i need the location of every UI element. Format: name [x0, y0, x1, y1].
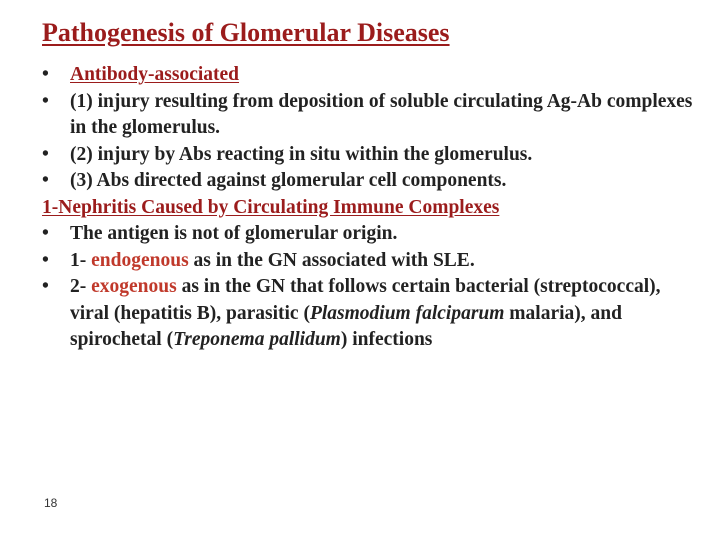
- bullet-text: as in the GN that follows certain bacterial (streptococcal), viral (hepatitis B), parasitic (: [70, 276, 661, 324]
- bullet-text: (3) Abs directed against glomerular cell components.: [70, 170, 507, 191]
- bullet-text: (1) injury resulting from deposition of soluble circulating Ag-Ab complexes in the glomerulus.: [70, 90, 693, 138]
- bullet-text: as in the GN associated with SLE.: [188, 249, 475, 271]
- keyword-exogenous: exogenous: [91, 276, 177, 297]
- keyword-endogenous: endogenous: [91, 249, 189, 271]
- bullet-icon: •: [42, 170, 49, 191]
- bullet-icon: •: [42, 90, 49, 112]
- italic-treponema: Treponema pallidum: [173, 329, 341, 350]
- bullet-item: [42, 168, 702, 195]
- bullet-text: The antigen is not of glomerular origin.: [70, 223, 398, 244]
- bullet-icon: •: [42, 143, 49, 165]
- bullet-text: malaria), and spirochetal (: [70, 302, 622, 350]
- slide-content: [42, 62, 702, 354]
- bullet-prefix: 2-: [70, 276, 92, 297]
- bullet-item: [42, 89, 702, 142]
- bullet-exogenous: [42, 274, 702, 354]
- bullet-text: (2) injury by Abs reacting in situ within the glomerulus.: [70, 143, 533, 165]
- bullet-prefix: 1-: [70, 249, 92, 271]
- italic-plasmodium: Plasmodium falciparum: [309, 302, 505, 324]
- bullet-icon: •: [42, 276, 49, 297]
- slide-title: Pathogenesis of Glomerular Diseases: [42, 18, 450, 47]
- bullet-text: ) infections: [340, 329, 433, 350]
- bullet-icon: •: [42, 249, 49, 271]
- bullet-icon: •: [42, 223, 49, 244]
- section2-heading: 1-Nephritis Caused by Circulating Immune Complexes: [42, 196, 500, 218]
- bullet-item: [42, 142, 702, 169]
- section1-heading: Antibody-associated: [70, 64, 240, 85]
- bullet-item: [42, 221, 702, 248]
- bullet-icon: •: [42, 64, 49, 85]
- page-number: 18: [44, 496, 58, 510]
- bullet-antibody-associated: [42, 62, 702, 89]
- bullet-endogenous: [42, 248, 702, 275]
